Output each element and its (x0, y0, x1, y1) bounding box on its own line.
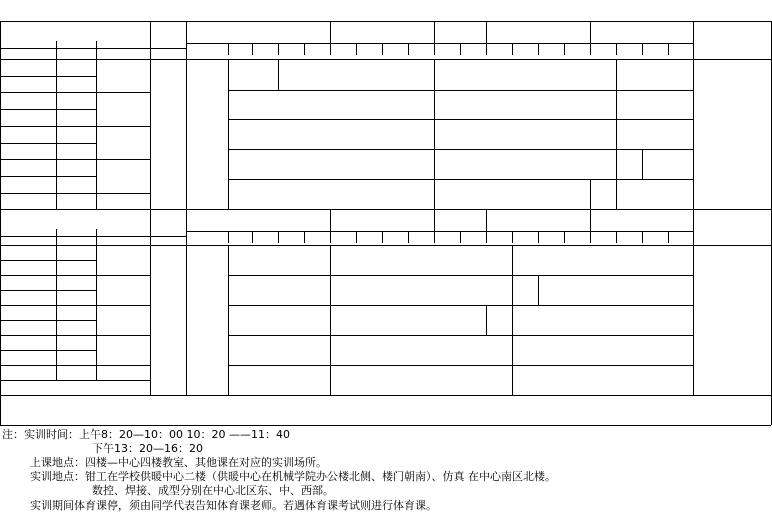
grid-line (434, 231, 435, 243)
grid-line (304, 231, 305, 243)
mobilization-line (186, 147, 228, 160)
day-header (434, 209, 486, 231)
grid-line (434, 179, 435, 209)
header-count (80, 227, 130, 243)
grid-line (0, 395, 771, 396)
period-label (252, 231, 278, 243)
schedule-cell (616, 59, 693, 90)
day-header (186, 209, 330, 231)
grid-line (96, 59, 97, 209)
w2-group-total (96, 365, 154, 380)
english-cell (693, 245, 771, 395)
w1-class-count (56, 176, 96, 193)
period-label (642, 43, 668, 55)
schedule-cell (228, 305, 330, 335)
grid-line (0, 236, 186, 237)
grid-line (356, 231, 357, 243)
period-label (538, 43, 564, 55)
w2-class-name (2, 305, 56, 320)
grid-line (512, 305, 513, 335)
period-label (460, 43, 486, 55)
period-label (278, 43, 304, 55)
grid-line (434, 209, 435, 231)
mobilization-line (186, 120, 228, 133)
grid-line (0, 380, 96, 381)
w2-class-count (56, 290, 96, 305)
day-header (486, 209, 590, 231)
grid-line (278, 59, 279, 90)
schedule-cell (228, 179, 434, 209)
grid-line (408, 231, 409, 243)
day-header (434, 21, 486, 43)
note-line: 实训地点：钳工在学校供暖中心二楼（供暖中心在机械学院办公楼北侧、楼门朝南）、仿真 在中心南区北楼。 (30, 470, 556, 483)
grid-line (434, 90, 435, 119)
w2-class-count (56, 320, 96, 335)
w2-class-count (56, 245, 96, 260)
grid-line (0, 425, 771, 426)
english-header (693, 21, 771, 55)
schedule-cell (616, 149, 642, 179)
grid-line (590, 179, 591, 209)
grid-line (564, 43, 565, 55)
schedule-cell (616, 179, 693, 209)
period-label (564, 43, 590, 55)
period-label (228, 231, 252, 243)
grid-line (150, 21, 151, 395)
period-label (512, 231, 538, 243)
schedule-cell (330, 365, 512, 395)
grid-line (434, 59, 435, 90)
w2-class-count (56, 260, 96, 275)
w2-group-total (96, 335, 154, 365)
grid-line (330, 245, 331, 275)
grid-line (512, 275, 513, 305)
w1-class-count (56, 159, 96, 176)
grid-line (616, 149, 617, 179)
period-label (356, 231, 382, 243)
period-label (408, 43, 434, 55)
schedule-cell (434, 119, 616, 149)
w2-class-name (2, 275, 56, 290)
grid-line (486, 43, 487, 55)
day-header (330, 209, 434, 231)
w2-class-name (2, 245, 56, 260)
grid-line (356, 43, 357, 55)
period-label (330, 43, 356, 55)
period-label (486, 231, 512, 243)
grid-line (252, 43, 253, 55)
grid-line (330, 335, 331, 365)
period-label (590, 43, 616, 55)
mobilization-line (186, 68, 228, 81)
grid-line (486, 305, 487, 335)
grid-line (642, 149, 643, 179)
mobilization-line (186, 175, 228, 188)
w2-class-count (56, 350, 96, 365)
grid-line (460, 231, 461, 243)
schedule-cell (486, 305, 512, 335)
grid-line (0, 245, 771, 246)
grid-line (186, 231, 693, 232)
w2-class-name (2, 320, 56, 335)
note-line: 实训期间体育课停，须由同学代表告知体育课老师。若遇体育课考试则进行体育课。 (30, 499, 437, 512)
period-label (668, 43, 693, 55)
mobilization-line (186, 104, 228, 117)
schedule-cell (616, 90, 693, 119)
schedule-cell (278, 59, 434, 90)
grid-line (96, 245, 97, 380)
w1-class-name (2, 143, 56, 160)
w1-class-name (2, 193, 56, 210)
grid-line (278, 43, 279, 55)
w2-class-count (56, 275, 96, 290)
period-label (538, 231, 564, 243)
w2-class-name (2, 350, 56, 365)
grid-line (56, 59, 57, 209)
w1-group-total (96, 126, 154, 159)
day-header (590, 209, 693, 231)
period-label (434, 43, 460, 55)
grid-line (330, 21, 331, 43)
week-label (150, 23, 186, 39)
schedule-cell (228, 119, 434, 149)
grid-line (228, 59, 229, 209)
w2-group-total (96, 275, 154, 305)
w2-class-name (2, 365, 56, 380)
header-class (0, 43, 55, 59)
grid-line (616, 43, 617, 55)
grid-line (56, 245, 57, 380)
mobilization-line (186, 134, 228, 147)
english-header (693, 209, 771, 243)
grid-line (434, 43, 435, 55)
grid-line (96, 41, 97, 59)
period-label (186, 43, 228, 55)
grid-line (330, 43, 331, 55)
schedule-cell (228, 59, 278, 90)
grid-line (0, 59, 771, 60)
grid-line (564, 231, 565, 243)
grid-line (538, 43, 539, 55)
grid-line (56, 229, 57, 245)
schedule-cell (512, 245, 693, 275)
w2-class-name (2, 335, 56, 350)
period-label (228, 43, 252, 55)
w2-class-count (56, 335, 96, 350)
schedule-cell (512, 305, 693, 335)
grid-line (538, 231, 539, 243)
grid-line (434, 149, 435, 179)
grid-line (186, 21, 187, 395)
schedule-cell (616, 119, 693, 149)
grid-line (616, 119, 617, 149)
w1-class-name (2, 76, 56, 93)
period-label (486, 43, 512, 55)
grid-line (486, 209, 487, 231)
grid-line (96, 380, 150, 381)
period-label (512, 43, 538, 55)
w1-group-total (96, 92, 154, 125)
w1-group-total (96, 59, 154, 92)
w1-class-name (2, 59, 56, 76)
grid-line (616, 231, 617, 243)
w1-class-count (56, 76, 96, 93)
note-line: 下午13：20—16：20 (92, 442, 203, 455)
grid-line (96, 229, 97, 245)
w1-group-total (96, 193, 154, 210)
grid-line (512, 245, 513, 275)
w1-class-count (56, 59, 96, 76)
w1-class-count (56, 92, 96, 109)
schedule-cell (434, 90, 616, 119)
grid-line (590, 43, 591, 55)
schedule-cell (512, 365, 693, 395)
period-label (642, 231, 668, 243)
period-label (382, 231, 408, 243)
w1-group-total (96, 159, 154, 192)
week-label (150, 211, 186, 227)
schedule-cell (512, 275, 538, 305)
grid-line (512, 365, 513, 395)
grid-line (512, 43, 513, 55)
w1-class-count (56, 109, 96, 126)
w1-class-name (2, 109, 56, 126)
grid-line (434, 119, 435, 149)
period-label (278, 231, 304, 243)
schedule-cell (512, 335, 693, 365)
grid-line (0, 48, 186, 49)
day-header (590, 21, 693, 43)
grid-line (228, 231, 229, 243)
mobilization-line (186, 88, 228, 101)
note-line: 数控、焊接、成型分别在中心北区东、中、西部。 (92, 484, 334, 497)
schedule-cell (434, 149, 616, 179)
day-header (330, 21, 434, 43)
schedule-cell (228, 335, 330, 365)
w1-class-count (56, 126, 96, 143)
grid-line (512, 335, 513, 365)
w1-class-count (56, 193, 96, 210)
grid-line (330, 305, 331, 335)
grid-line (616, 179, 617, 209)
grid-line (330, 209, 331, 231)
grid-line (304, 43, 305, 55)
grid-line (330, 231, 331, 243)
period-label (616, 43, 642, 55)
grid-line (408, 43, 409, 55)
w1-class-name (2, 92, 56, 109)
grid-line (590, 21, 591, 43)
w2-class-count (56, 365, 96, 380)
grid-line (186, 43, 693, 44)
w2-group-total (96, 305, 154, 335)
grid-line (0, 21, 1, 425)
period-label (304, 231, 330, 243)
period-label (252, 43, 278, 55)
grid-line (228, 245, 229, 395)
grid-line (668, 231, 669, 243)
grid-line (642, 231, 643, 243)
grid-line (434, 21, 435, 43)
schedule-cell (590, 179, 616, 209)
w2-class-name (2, 290, 56, 305)
schedule-cell (642, 149, 693, 179)
w1-class-name (2, 159, 56, 176)
period-label (356, 43, 382, 55)
period-label (460, 231, 486, 243)
period-label (590, 231, 616, 243)
w1-class-name (2, 126, 56, 143)
grid-line (252, 231, 253, 243)
grid-line (382, 43, 383, 55)
period-label (616, 231, 642, 243)
grid-line (382, 231, 383, 243)
note-line: 注：实训时间：上午8：20—10：00 10：20 ——11：40 (2, 428, 290, 441)
period-label (668, 231, 693, 243)
grid-line (278, 231, 279, 243)
grid-line (330, 275, 331, 305)
english-cell (693, 59, 771, 209)
schedule-cell (228, 90, 434, 119)
grid-line (228, 43, 229, 55)
grid-line (0, 209, 771, 210)
schedule-cell (330, 275, 512, 305)
w2-group-total (96, 245, 154, 275)
period-label (304, 43, 330, 55)
w2-class-name (2, 260, 56, 275)
grid-line (642, 43, 643, 55)
date-label (585, 2, 705, 20)
schedule-cell (228, 149, 434, 179)
grid-line (460, 43, 461, 55)
schedule-cell (434, 59, 616, 90)
schedule-cell (538, 275, 693, 305)
grid-line (330, 365, 331, 395)
grid-line (486, 21, 487, 43)
day-header (486, 21, 590, 43)
grid-line (590, 209, 591, 231)
schedule-cell (228, 245, 330, 275)
grid-line (693, 21, 694, 395)
grid-line (486, 231, 487, 243)
mobilization-line (186, 161, 228, 174)
grid-line (56, 41, 57, 59)
schedule-cell (434, 179, 590, 209)
period-label (382, 43, 408, 55)
grid-line (590, 231, 591, 243)
day-header (186, 21, 330, 43)
schedule-cell (330, 245, 512, 275)
grid-line (616, 90, 617, 119)
grid-line (538, 275, 539, 305)
note-line: 上课地点：四楼—中心四楼教室、其他课在对应的实训场所。 (30, 456, 327, 469)
period-label (186, 231, 228, 243)
w1-class-count (56, 143, 96, 160)
grid-line (668, 43, 669, 55)
period-label (330, 231, 356, 243)
period-label (564, 231, 590, 243)
page-title (60, 2, 480, 20)
schedule-cell (330, 305, 486, 335)
w1-class-name (2, 176, 56, 193)
grid-line (616, 59, 617, 90)
period-label (434, 231, 460, 243)
period-label (408, 231, 434, 243)
w2-class-count (56, 305, 96, 320)
header-count (80, 39, 130, 55)
schedule-cell (228, 275, 330, 305)
schedule-cell (330, 335, 512, 365)
schedule-cell (228, 365, 330, 395)
grid-line (512, 231, 513, 243)
